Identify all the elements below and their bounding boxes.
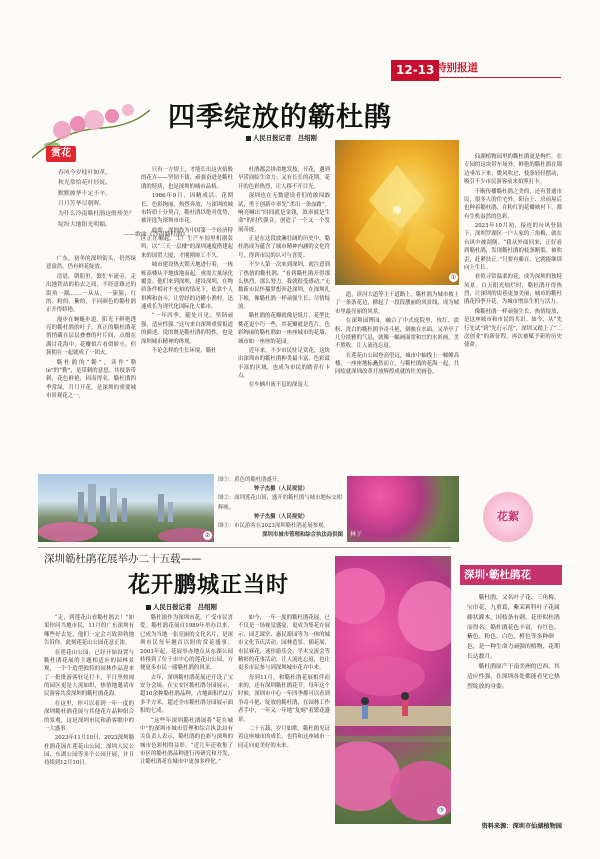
- photo-pink-flowers: [347, 476, 459, 542]
- paragraph: 在深圳园博园，融合了中式庭院里，玫红、淡粉、洗白的簕杜鹃争奇斗艳，倒映在水面，又举亭了几分淡雅的气息，就像一幅画面宽和宜的水彩画，美不胜收，让人流连忘返。: [335, 318, 459, 350]
- paragraph: 仙湖植物园里的簕杜鹃更是绚烂。在专园的这块带车场外，鲜艳的簕杜鹃在墙边垂吊下来，微风吹过，枝条轻轻摆动，吸引不少市民游客前来拍照打卡。: [464, 154, 562, 186]
- sidebar-credit: 资料来源：深圳市仙湖植物园: [481, 823, 562, 830]
- article2-byline: 人民日报记者 吕绍刚: [146, 603, 217, 613]
- paragraph: 道，滨河大道等主干道路上，簕杜鹃为城市披上了一条条花边，掀起了一段段靓丽的风景线，成为城市里最亮丽的风景。: [335, 292, 459, 315]
- photo-number-2: ②: [204, 532, 211, 539]
- tag-shanghua: 赏花: [46, 146, 76, 162]
- caption-2: 图②：深圳莲花山顶，盛开的簕杜鹃与城市地标交相辉映。: [218, 495, 342, 511]
- paragraph: 去年，深圳簕杜鹃花展还开设了宝安分会场，在宝安区簕杜鹃分园展示，超10余种簕杜鹃品种，占地面积约2万多平方米，超过全市簕杜鹃分园展示面积的七成。: [140, 674, 233, 715]
- paragraph: 在莲花山公园登高望远，城市中轴线上一幢幢高楼、一座座地标矗然而立，与簕杜鹃的花海一起，共同绘就深圳改革开放辉煌成就的壮美画卷。: [335, 352, 459, 376]
- paragraph: 1986年9月，因精成活、花期长、色彩绚丽、热烈奔放，与深圳的城市特质十分契合，簕杜鹃以绝对优势，被评选为深圳市市花。: [141, 193, 233, 225]
- photo-yellow-flower: [335, 140, 459, 285]
- article2-column-1: [44, 614, 134, 836]
- paragraph: 近年来，不少市民驻足赏花，这块由深圳市的簕杜鹃种类最丰富、色彩最丰富的区域，也成为市民的踏青打卡点。: [238, 347, 330, 379]
- paragraph: 漫步在蜿蜒步道，阳光下鲜艳透亮的簕杜鹃的叶子，真正的簕杜鹃花俏悄藏在层层叠叠的叶片间，点缀在满目花海中，花瓣似片看似娇小，但簇拥在一起就成了一团火。: [46, 316, 136, 357]
- article2-subtitle: 深圳簕杜鹃花展举办二十五载——: [44, 553, 202, 565]
- poem-line: 绽纷大地阳光明媚。: [58, 221, 112, 228]
- article2-column-2: [140, 614, 233, 836]
- section-name: 特别报道: [436, 62, 478, 74]
- paragraph: “走，到莲花山看簕杜鹃去！”如果你问当地市民，11月的广东深圳有哪些好去处，他们一定会兴致勃勃地告诉你，此刻莲花山公园花意正浓。: [44, 615, 134, 647]
- photo-number-1: ①: [450, 274, 457, 281]
- paragraph: 城市建设热火朝天地进行着，一栋栋高楼从平地拔地而起，亟需大量绿化覆盖。他们来到深圳，建设深圳，在物质条件相对不充裕的情况下，依靠个人拼搏和奋斗，让曾经的边陲小渔村，迅速成长为现代化国际化大都市。: [141, 262, 233, 310]
- photo-captions: [218, 476, 343, 540]
- photo-city-skyline: [38, 474, 214, 542]
- article1-column-2: [141, 166, 233, 471]
- poem-source: ——歌曲《冷南簕杜鹃》: [123, 231, 188, 238]
- paragraph: 2023年10月初，接连的台风登陆下，深圳罗湖区一户人家的三角梅，就在台风中被刮倒。“我从外面回来，正好看到簕杜鹃，发现簕杜鹃的枝条断裂、被吹歪，赶紧扶正。”只要有藤在，它就能继续向上生长。: [464, 223, 562, 271]
- paragraph: 簕杜鹃的“簕”，读作“勒lè”的“勒”，是带刺的意思。其枝条带刺，花色鲜艳，因而得名。簕杜鹃四季常绿，月月开花，是深圳的重要城市景观花之一。: [46, 359, 136, 399]
- section-number: 12-13: [391, 60, 439, 81]
- caption-1: 图①：黄色的簕杜鹃盛开。: [218, 477, 283, 483]
- paragraph: 2023年11月10日，2023深圳簕杜鹃花展在莲花山公园、深圳人民公园、东湖公园等多个公园开展，并且持续到12月10日。: [44, 735, 134, 767]
- flower-illustration-icon: [335, 140, 459, 285]
- paragraph: “这些年深圳簕杜鹃展将“花在城中”的深圳市城市管理和综合执法局有关负责人表示，簕杜鹃的色彩与深圳的城市色彩相得益彰。“近几年还收集了市区的簕杜鹃品种进行再研究和开发，让簕杜鹃花在城市中更加多样化。”: [140, 717, 233, 766]
- article1-column-5: [464, 153, 562, 471]
- caption-3: 图③：市民游客在2023深圳簕杜鹃花展参观。: [218, 522, 329, 529]
- caption-4: 林子: [350, 531, 363, 538]
- article-byline: 人民日报记者 吕绍刚: [246, 134, 317, 144]
- paragraph: 在这里，你可以看到一年一度的深圳簕杜鹃花展与其他花卉品种组合的景观，这是深圳市民和游客眼中的一大盛事。: [44, 700, 134, 732]
- photo-flower-exhibition: [335, 556, 451, 824]
- exhibition-scene-icon: [335, 556, 451, 824]
- caption-2-credit: 钟子杰摄（人民视觉）: [254, 513, 308, 520]
- paragraph: 簕杜鹃原产于南美洲的巴西，其适应性强，在深圳各处都能看见它热烈绽放的身姿。: [467, 663, 560, 690]
- paragraph: 不断传播簕杜鹃之美的，还有普通市民，很多人的住宅外，阳台上、房前屋后也种着簕杜鹃，在粉红的花瓣映衬下，都有生机盎然的色彩。: [464, 188, 562, 220]
- poem-line: 秋光常恰花叶轻妩。: [58, 180, 112, 187]
- paragraph: 清晨，朝阳里，繁忙车流旁，走出地铁站的拍去之间，不经意路过的街角一隅……一从从，一簇簇，红的、粉的、紫的，不同颜色的簕杜鹃正开得娇艳。: [46, 273, 136, 314]
- article1-column-4: [335, 291, 459, 471]
- poem-line: 默默披华不定不辛，: [58, 190, 112, 197]
- article2-column-3: [238, 614, 330, 836]
- photo-number-3: ③: [438, 807, 445, 814]
- article-title: 四季绽放的簕杜鹃: [168, 102, 392, 133]
- sidebar-badge: 花絮: [483, 492, 533, 542]
- paragraph: 只有一方情土，才能长出这火焰般的花卉——坚韧不拔、顽强奋进是簕杜鹃的特质，也是深圳的城市品格。: [141, 167, 233, 190]
- paragraph: 正是在这段波澜壮阔的历史中，簕杜鹃成为蕴含了城市精神内涵的文化符号，得到市民的认可与喜爱。: [238, 236, 330, 259]
- sidebar-heading: 深圳·簕杜鹃花: [460, 565, 562, 585]
- section-divider: [38, 547, 451, 548]
- paragraph: 看似寻常温柔的花，成为深圳的独特风景。白天阳光灿烂时，簕杜鹃开得热烈，让深圳的街巷更加美丽；城市的簕杜鹃花四季开花，为城市增添生机与活力。: [464, 274, 562, 306]
- caption-3-credit: 深圳市城市管理和综合执法局供图: [262, 532, 343, 539]
- article1-column-1: [46, 255, 136, 470]
- article2-title: 花开鹏城正当时: [128, 573, 290, 598]
- paragraph: 旋即，深圳作为中国第一个经济特区正在崛起，工厂生产车间里机器轰鸣，以“三天一层楼”的深圳速度搭建起来的国贸大厦，才刚刚竣工不久。: [141, 227, 233, 259]
- skyline-icon: [38, 474, 214, 542]
- paragraph: 如今，一年一度的簕杜鹃花展，已不仅是一场视觉盛宴，更成为集花卉展示、园艺课堂、惠民游园等为一体的城市文化节庆活动。园林造景、插花展、市民赛花、迷你游乐会、学术交流会等精彩的花事活动，让人流连忘返，也让更多市民参与到深圳城市花卉中来。: [238, 615, 330, 672]
- paragraph: 簕杜鹃的花瓣就像是纸片，花型比桃花更小巧一些，其花瓣就是苞片。色彩绚丽的簕杜鹃如一座座城市的花墙，城市如一座座的花园。: [238, 313, 330, 345]
- paragraph: 在车辆川流不息的深南大: [248, 382, 309, 389]
- banner-rule: [391, 77, 561, 78]
- paragraph: 在莲花山公园，已经开始设置与簕杜鹃花展的主题相适应的园林景观，一个个造型独特的园林作品迎来了一批批游客驻足打卡，平日里热闹的园区更是人流如织，热情地邀请市民游客共赏深圳的簕杜鹃花海。: [44, 649, 134, 698]
- paragraph: 每到11月，和簕杜鹃花展相伴而来的，还有深圳簕杜鹃花节。每年这个时候，深圳市中心一年四季都可以看到争奇斗艳、绽放的簕杜鹃，在园林工作者手中，一年又一年地“复刻”着繁花盛景。: [238, 674, 330, 723]
- poem-line: 月月芳华尽朝晖。: [58, 200, 106, 207]
- paragraph: 像簕杜鹃一样顽强生长、热情绽放，是这座城市和市民的共识。如今，从“先行先试”到“先行示范”，深圳又踏上了“二次创业”的新征程，再次被赋予新的历史使命。: [464, 308, 562, 349]
- paragraph: 簕杜鹃，又名叶子花、三角梅、宝巾花、九重葛，紫茉莉科叶子花属藤状灌木，因枝条有刺，花形似杜鹃而得名。簕杜鹃花色丰富，有红色、紫色、粉色、白色、橙色等多种颜色，是一种生命力顽强的植物，花期长达数月。: [467, 595, 560, 661]
- paragraph: 二十五载，岁月如歌。簕杜鹃见证着这座城市的成长，也将和这座城市一同走向更美好的未来。: [238, 725, 330, 749]
- paragraph: “一年四季，随处可见，坚韧顽强，适应性强。”这句来自深圳重要报道的描述，说的既是簕杜鹃的特性，也是深圳城市精神的体现。: [141, 313, 233, 345]
- poem-line: 春风今岁枝叶如革，: [58, 170, 112, 176]
- sidebar-text: [467, 594, 561, 819]
- article1-column-3: [238, 166, 330, 471]
- paragraph: 不论怎样的生长环境，簕杜: [151, 347, 217, 354]
- paragraph: 杜鹃都会拼命地发枝，开花，遇到旱涝面临生命力；又有长长的花期，花开的色彩热烈，让人移不开目光。: [238, 167, 330, 190]
- caption-1-credit: 钟子杰摄（人民视觉）: [254, 486, 308, 493]
- poem-line: 为什么冷南簕杜鹃这般珍美？: [58, 211, 135, 218]
- paragraph: 不少人第一次来到深圳，就注意到了热情的簕杜鹃。“看到簕杜鹃开得那么热烈，那么努力，我就很受感动。”无数新市民怀揣梦想奔赴深圳，在深圳扎下根，像簕杜鹃一样顽强生长，尽情绽放。: [238, 262, 330, 310]
- paragraph: 簕杜鹃作为深圳市花，广受市民喜爱。簕杜鹃花展自1989年举办以来，已成为当地一张亮丽的文化名片，是深圳市民每年翘首以盼的赏花盛事。2003年起，花展举办地点从东湖公园转移到了位于市中心的莲花山公园，方便更多市民一睹簕杜鹃的风采。: [140, 615, 233, 672]
- paragraph: 深圳也在无数建设者们的敢闯敢试，勇于创新中率先“杀出一条血路”，响亮喊出“时间就是金钱，效率就是生命”的时代强音，创造了一个又一个发展奇迹。: [238, 193, 330, 233]
- paragraph: 广东，初冬的深圳街头，仍然绿意盎然，仍有鲜花绽放。: [46, 256, 136, 271]
